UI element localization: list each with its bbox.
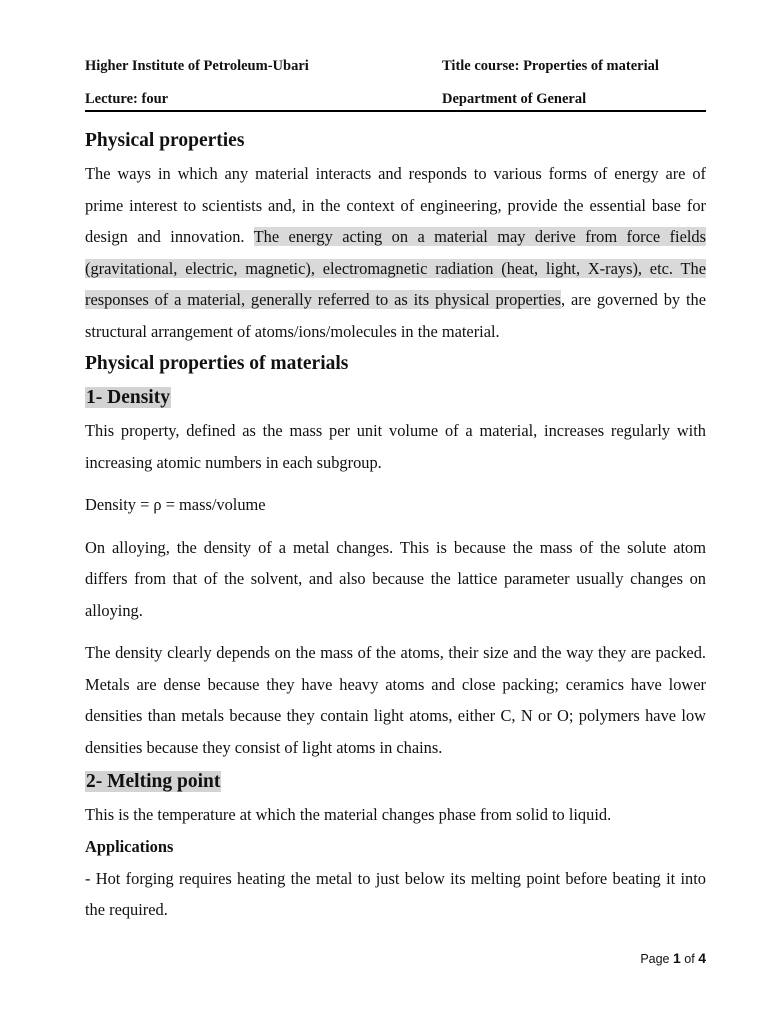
application-item: - Hot forging requires heating the metal to just below its melting point before beating it into the required. <box>85 868 706 919</box>
intro-paragraph <box>85 158 706 347</box>
density-heading-text: 1- Density <box>86 387 170 408</box>
total-pages: 4 <box>698 950 706 966</box>
of-word: of <box>684 952 695 966</box>
subsection-title: Physical properties of materials <box>85 353 349 374</box>
page-header <box>85 58 706 124</box>
intro-text-2: , are governed by the structural arrangement of atoms/ions/molecules in the material. <box>85 290 706 341</box>
document-body <box>85 126 706 926</box>
density-formula: Density = ρ = mass/volume <box>85 495 266 514</box>
department-label: Department of General <box>442 91 587 107</box>
header-divider <box>85 110 706 112</box>
melting-definition: This is the temperature at which the material changes phase from solid to liquid. <box>85 805 612 824</box>
intro-text-1: The ways in which any material interacts and responds to various forms of energy are of prime interest to scientists and, in the context of engineering, provide the essential base for design and innovation. <box>85 164 706 246</box>
current-page: 1 <box>673 950 681 966</box>
density-packing: The density clearly depends on the mass of the atoms, their size and the way they are packed. Metals are dense because they have heavy atoms and close packing; ceramics have lower densities than metals because they contain light atoms, either C, N or O; polymers have low densities because they consist of light atoms in chains. <box>85 643 706 757</box>
melting-heading <box>85 767 706 797</box>
institute-name: Higher Institute of Petroleum-Ubari <box>85 58 309 74</box>
intro-highlight: The energy acting on a material may derive from force fields (gravitational, electric, magnetic), electromagnetic radiation (heat, light, X-rays), etc. The responses of a material, generally referred to as its physical properties <box>85 227 706 309</box>
page-word: Page <box>640 952 670 966</box>
course-title: Title course: Properties of material <box>442 58 659 74</box>
lecture-label: Lecture: four <box>85 91 169 107</box>
page-footer <box>640 950 706 966</box>
density-heading <box>85 383 706 413</box>
applications-label: Applications <box>85 836 174 856</box>
section-title: Physical properties <box>85 130 245 151</box>
melting-heading-text: 2- Melting point <box>86 771 221 792</box>
density-definition: This property, defined as the mass per unit volume of a material, increases regularly with increasing atomic numbers in each subgroup. <box>85 421 706 472</box>
density-alloying: On alloying, the density of a metal changes. This is because the mass of the solute atom differs from that of the solvent, and also because the lattice parameter usually changes on alloying. <box>85 537 706 620</box>
